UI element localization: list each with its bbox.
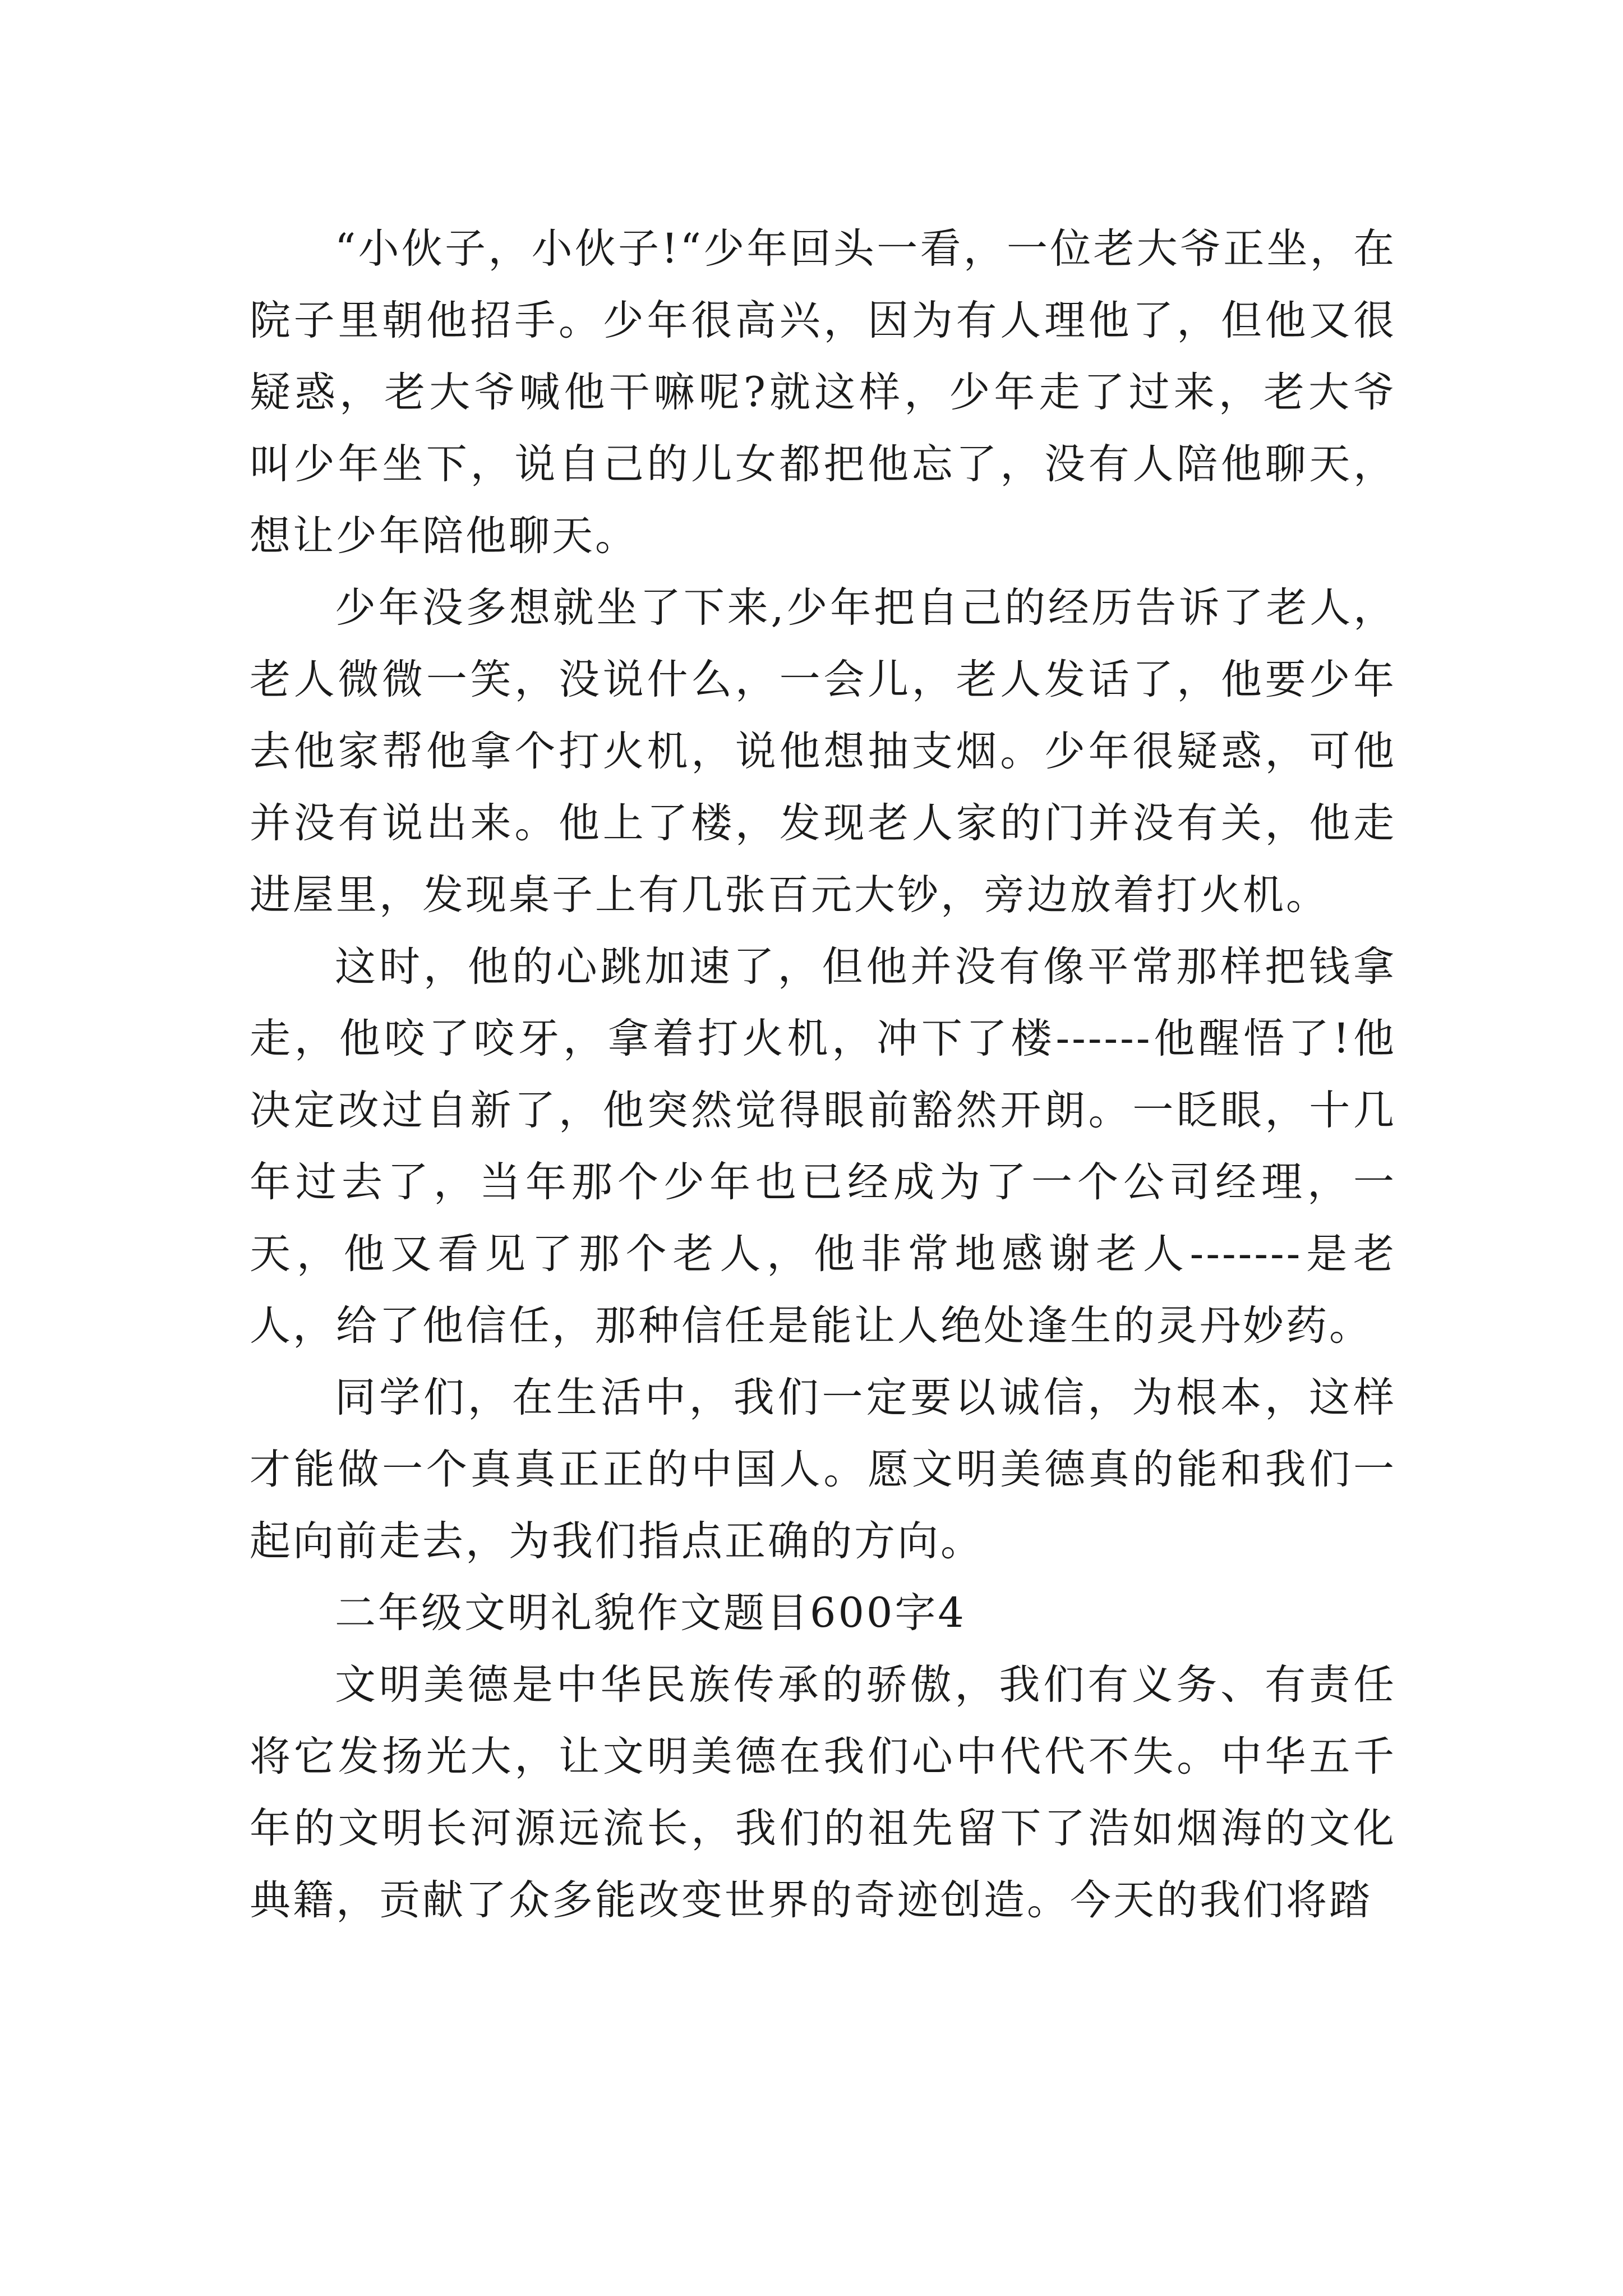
paragraph-4: 同学们，在生活中，我们一定要以诚信，为根本，这样才能做一个真真正正的中国人。愿文明美德真的能和我们一起向前走去，为我们指点正确的方向。 bbox=[250, 1374, 1396, 1565]
section-heading: 二年级文明礼貌作文题目600字4 bbox=[335, 1589, 966, 1637]
paragraph-3: 这时，他的心跳加速了，但他并没有像平常那样把钱拿走，他咬了咬牙，拿着打火机，冲下了楼------他醒悟了!他决定改过自新了，他突然觉得眼前豁然开朗。一眨眼，十几年过去了，当年那个少年也已经成为了一个公司经理，一天，他又看见了那个老人，他非常地感谢老人-------是老人，给了他信任，那种信任是能让人绝处逢生的灵丹妙药。 bbox=[250, 943, 1396, 1350]
document-body bbox=[250, 213, 1396, 1936]
paragraph-2: 少年没多想就坐了下来,少年把自己的经历告诉了老人，老人微微一笑，没说什么，一会儿，老人发话了，他要少年去他家帮他拿个打火机，说他想抽支烟。少年很疑惑，可他并没有说出来。他上了楼，发现老人家的门并没有关，他走进屋里，发现桌子上有几张百元大钞，旁边放着打火机。 bbox=[250, 584, 1396, 919]
paragraph-1: “小伙子，小伙子!“少年回头一看，一位老大爷正坐，在院子里朝他招手。少年很高兴，因为有人理他了，但他又很疑惑，老大爷喊他干嘛呢?就这样，少年走了过来，老大爷叫少年坐下，说自己的儿女都把他忘了，没有人陪他聊天，想让少年陪他聊天。 bbox=[250, 225, 1396, 560]
paragraph-5: 文明美德是中华民族传承的骄傲，我们有义务、有责任将它发扬光大，让文明美德在我们心中代代不失。中华五千年的文明长河源远流长，我们的祖先留下了浩如烟海的文化典籍，贡献了众多能改变世界的奇迹创造。今天的我们将踏 bbox=[250, 1661, 1396, 1924]
